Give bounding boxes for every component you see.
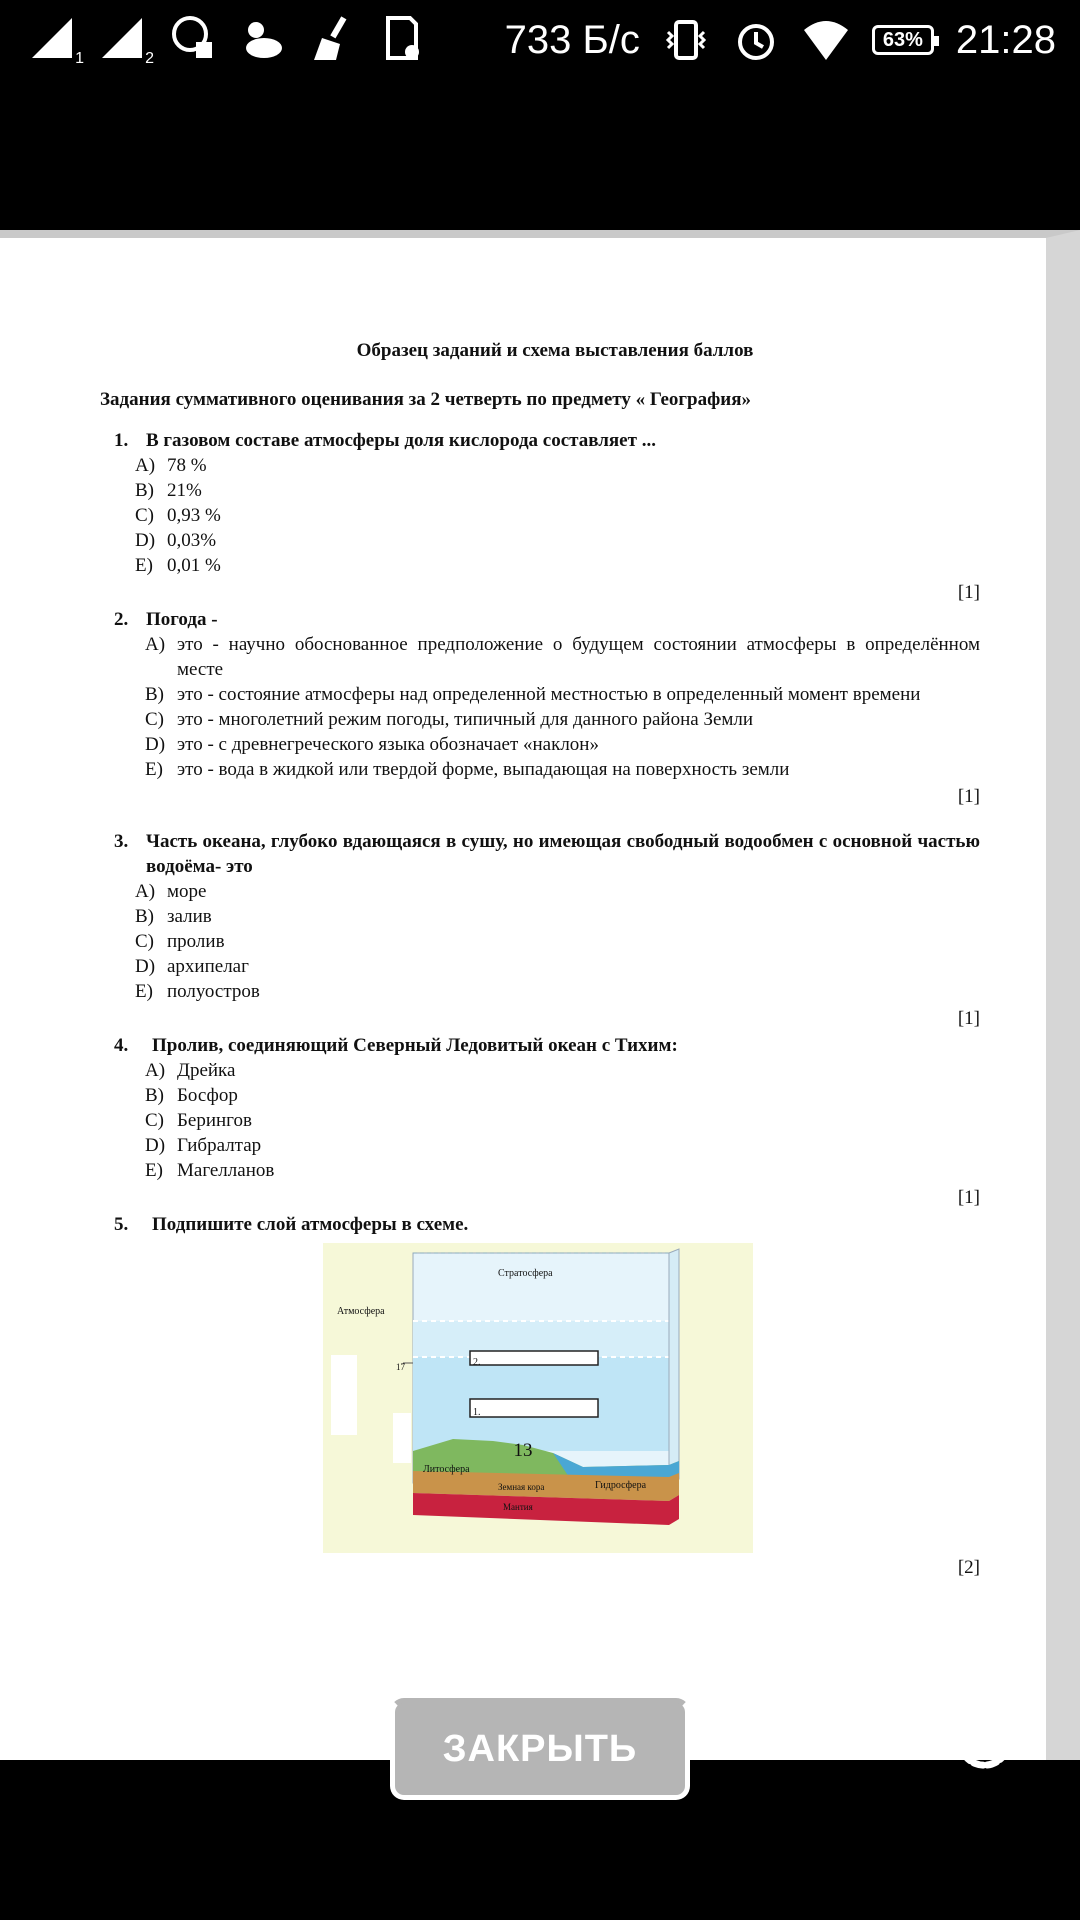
answer-option: E) полуостров bbox=[135, 981, 260, 1002]
label-height: 17 bbox=[396, 1362, 405, 1372]
answer-option: D) архипелаг bbox=[135, 956, 249, 977]
answer-option: D) 0,03% bbox=[135, 530, 217, 551]
atmosphere-diagram bbox=[323, 1243, 753, 1553]
answer-option: C) это - многолетний режим погоды, типичный для данного района Земли bbox=[145, 709, 754, 730]
label-hydrosphere: Гидросфера bbox=[595, 1480, 647, 1491]
answer-option: D) Гибралтар bbox=[145, 1135, 262, 1156]
toolbar-area bbox=[0, 80, 1080, 230]
label-crust: Земная кора bbox=[498, 1482, 545, 1492]
rotate-icon bbox=[950, 1705, 1018, 1773]
label-mantle: Мантия bbox=[503, 1502, 533, 1512]
question-text: Подпишите слой атмосферы в схеме. bbox=[152, 1214, 469, 1235]
question-text: В газовом составе атмосферы доля кислорода составляет ... bbox=[146, 430, 656, 451]
question-text: Пролив, соединяющий Северный Ледовитый океан с Тихим: bbox=[152, 1035, 678, 1056]
status-bar bbox=[0, 0, 1080, 80]
answer-options bbox=[135, 879, 980, 1004]
rotate-button[interactable] bbox=[950, 1705, 1018, 1773]
answer-option: A) море bbox=[135, 881, 207, 902]
answer-option: C) 0,93 % bbox=[135, 505, 221, 526]
score-label: [1] bbox=[957, 1187, 980, 1208]
answer-options bbox=[145, 1058, 980, 1183]
label-stratosphere: Стратосфера bbox=[498, 1268, 553, 1279]
answer-option: A) 78 % bbox=[135, 455, 207, 476]
score-label: [1] bbox=[957, 1008, 980, 1029]
cleaner-icon bbox=[308, 14, 356, 62]
answer-box-1: 1. bbox=[473, 1407, 481, 1418]
answer-option: A) Дрейка bbox=[145, 1060, 236, 1081]
whatsapp-icon bbox=[168, 14, 216, 62]
answer-option: C) Берингов bbox=[145, 1110, 252, 1131]
clock: 21:28 bbox=[955, 18, 1056, 62]
alarm-icon bbox=[732, 16, 780, 64]
document-content bbox=[100, 338, 980, 1580]
answer-options bbox=[145, 632, 980, 782]
answer-option: B) Босфор bbox=[145, 1085, 238, 1106]
question-text: Погода - bbox=[146, 609, 218, 630]
question-5: 5. Подпишите слой атмосферы в схеме. Стратосфера Атмосфера 17 2. 1. Литосфера Земная кора Гидросфера Мантия [2] bbox=[100, 1212, 980, 1580]
document-page[interactable] bbox=[0, 230, 1080, 1760]
answer-option: B) это - состояние атмосферы над определенной местностью в определенный момент времени bbox=[145, 684, 921, 705]
question-3: 3. Часть океана, глубоко вдающаяся в сушу, но имеющая свободный водообмен с основной частью водоёма- это A) море B) залив C) пролив D) архипелаг E) полуостров [1] bbox=[100, 829, 980, 1031]
question-2: 2. Погода - A) это - научно обоснованное предположение о будущем состоянии атмосферы в определённом месте B) это - состояние атмосферы над определенной местностью в определенный момент времени C) это - многолетний режим погоды, типичный для данного района Земли D) это - с древнегреческого языка обозначает «наклон» E) это - вода в жидкой или твердой форме, выпадающая на поверхность земли [1] bbox=[100, 607, 980, 809]
score-label: [1] bbox=[957, 582, 980, 603]
answer-option: E) Магелланов bbox=[145, 1160, 275, 1181]
vibrate-icon bbox=[662, 16, 710, 64]
answer-option: A) это - научно обоснованное предположение о будущем состоянии атмосферы в определённом месте bbox=[145, 634, 980, 680]
label-lithosphere: Литосфера bbox=[423, 1464, 470, 1475]
page-subtitle: Задания суммативного оценивания за 2 четверть по предмету « География» bbox=[100, 389, 751, 410]
weather-icon bbox=[238, 14, 286, 62]
sd-card-icon bbox=[378, 14, 426, 62]
answer-option: B) 21% bbox=[135, 480, 202, 501]
score-label: [1] bbox=[957, 786, 980, 807]
signal-sim1-icon: 1 bbox=[28, 14, 76, 62]
answer-option: E) 0,01 % bbox=[135, 555, 221, 576]
question-text: Часть океана, глубоко вдающаяся в сушу, но имеющая свободный водообмен с основной частью водоёма- это bbox=[146, 831, 980, 877]
answer-option: C) пролив bbox=[135, 931, 225, 952]
answer-option: E) это - вода в жидкой или твердой форме, выпадающая на поверхность земли bbox=[145, 759, 790, 780]
network-speed: 733 Б/с bbox=[504, 18, 640, 62]
answer-option: B) залив bbox=[135, 906, 212, 927]
battery-icon: 63% bbox=[872, 25, 934, 55]
close-button[interactable]: ЗАКРЫТЬ bbox=[390, 1698, 690, 1800]
page-title: Образец заданий и схема выставления баллов bbox=[356, 340, 754, 361]
page-number: 13 bbox=[513, 1440, 533, 1461]
question-1: 1. В газовом составе атмосферы доля кислорода составляет ... A) 78 % B) 21% C) 0,93 % D) 0,03% E) 0,01 % [1] bbox=[100, 428, 980, 605]
answer-option: D) это - с древнегреческого языка обозначает «наклон» bbox=[145, 734, 599, 755]
answer-box-2: 2. bbox=[473, 1357, 481, 1368]
question-4: 4. Пролив, соединяющий Северный Ледовитый океан с Тихим: A) Дрейка B) Босфор C) Берингов D) Гибралтар E) Магелланов [1] bbox=[100, 1033, 980, 1210]
signal-sim2-icon: 2 bbox=[98, 14, 146, 62]
wifi-icon bbox=[802, 16, 850, 64]
label-atmosphere: Атмосфера bbox=[337, 1306, 385, 1317]
answer-options bbox=[135, 453, 980, 578]
score-label: [2] bbox=[957, 1557, 980, 1578]
